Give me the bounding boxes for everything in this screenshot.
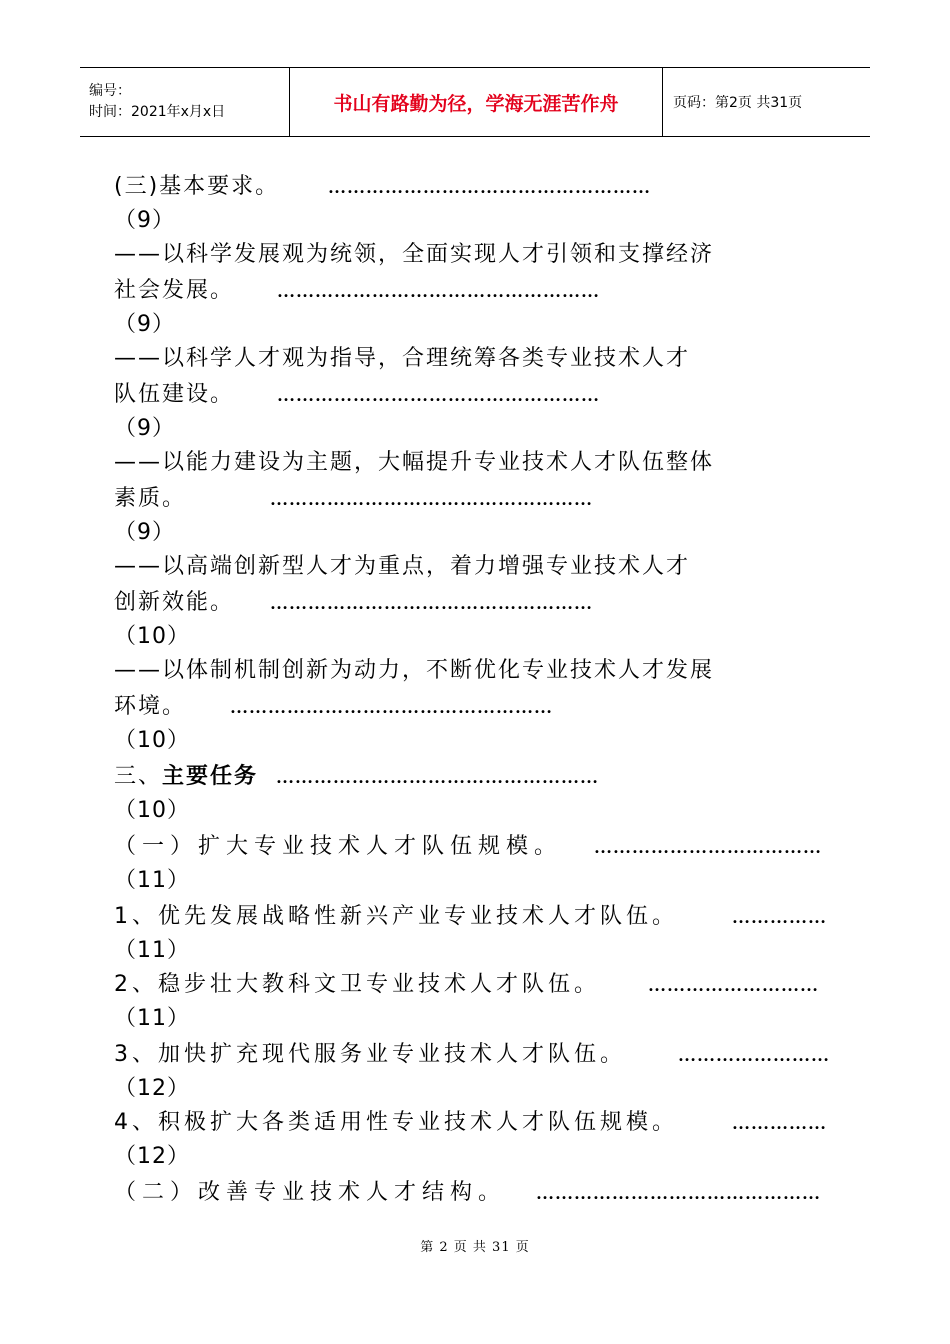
toc-entry-page: （9） xyxy=(114,312,175,337)
toc-entry-title[interactable]: ——以体制机制创新为动力，不断优化专业技术人才发展 xyxy=(114,658,715,683)
toc-leader: …………………………………………… xyxy=(270,593,593,613)
toc-entry[interactable] xyxy=(114,1040,834,1070)
toc-entry[interactable] xyxy=(114,970,834,1000)
header-page-info: 页码：第2页 共31页 xyxy=(673,95,803,111)
toc-entry-page: （9） xyxy=(114,416,175,441)
toc-leader: ……………………………… xyxy=(594,837,822,857)
toc-entry-page: （10） xyxy=(114,798,190,823)
header-page-info-cell xyxy=(663,68,870,136)
toc-entry[interactable] xyxy=(114,172,834,202)
toc-entry-page: （12） xyxy=(114,1076,190,1101)
toc-section-entry[interactable] xyxy=(114,762,834,792)
toc-entry-page: （11） xyxy=(114,938,190,963)
toc-leader: …………… xyxy=(732,1113,827,1133)
toc-entry-title: 3、加快扩充现代服务业专业技术人才队伍。 xyxy=(114,1042,626,1067)
toc-entry-page: （11） xyxy=(114,868,190,893)
toc-entry-title-cont: 社会发展。 xyxy=(114,278,235,303)
toc-entry-page: （10） xyxy=(114,728,190,753)
toc-entry[interactable] xyxy=(114,276,834,306)
toc-entry-title[interactable]: ——以高端创新型人才为重点，着力增强专业技术人才 xyxy=(114,554,691,579)
toc-entry-title[interactable]: ——以能力建设为主题，大幅提升专业技术人才队伍整体 xyxy=(114,450,715,475)
toc-entry-title-cont: 创新效能。 xyxy=(114,590,235,615)
toc-entry-page: （9） xyxy=(114,520,175,545)
toc-leader: …………………… xyxy=(678,1045,830,1065)
toc-entry[interactable] xyxy=(114,588,834,618)
toc-entry-title: 4、积极扩大各类适用性专业技术人才队伍规模。 xyxy=(114,1110,678,1135)
toc-leader: …………………………………………… xyxy=(230,697,553,717)
toc-entry-page: （12） xyxy=(114,1144,190,1169)
document-code-label: 编号： xyxy=(89,83,131,99)
header-motto-cell xyxy=(290,68,663,136)
toc-leader: …………… xyxy=(732,907,827,927)
toc-leader: ……………………………………… xyxy=(536,1183,821,1203)
toc-entry-title[interactable]: ——以科学发展观为统领，全面实现人才引领和支撑经济 xyxy=(114,242,715,267)
toc-entry-title-cont: 素质。 xyxy=(114,486,187,511)
header-motto: 书山有路勤为径，学海无涯苦作舟 xyxy=(333,92,619,115)
toc-entry[interactable] xyxy=(114,692,834,722)
header-meta xyxy=(80,68,290,136)
toc-entry-title: 1、优先发展战略性新兴产业专业技术人才队伍。 xyxy=(114,904,678,929)
toc-entry[interactable] xyxy=(114,832,834,862)
page-header xyxy=(80,67,870,137)
toc-section-title xyxy=(114,762,258,792)
toc-entry[interactable] xyxy=(114,1108,834,1138)
toc-entry-title[interactable]: ——以科学人才观为指导，合理统筹各类专业技术人才 xyxy=(114,346,691,371)
toc-leader: ……………………… xyxy=(648,975,819,995)
toc-section-heading: 主要任务 xyxy=(162,764,259,789)
toc-entry-page: （9） xyxy=(114,208,175,233)
toc-leader: …………………………………………… xyxy=(270,489,593,509)
toc-entry-title: (三)基本要求。 xyxy=(114,174,280,199)
page-footer: 第 2 页 共 31 页 xyxy=(420,1240,530,1255)
toc-entry-title: （一）扩大专业技术人才队伍规模。 xyxy=(114,834,563,859)
toc-section-number: 三、 xyxy=(114,764,163,789)
toc-entry-title-cont: 队伍建设。 xyxy=(114,382,235,407)
toc-entry[interactable] xyxy=(114,380,834,410)
toc-entry[interactable] xyxy=(114,1178,834,1208)
toc-entry[interactable] xyxy=(114,902,834,932)
toc-entry-page: （11） xyxy=(114,1006,190,1031)
toc-entry[interactable] xyxy=(114,484,834,514)
toc-leader: …………………………………………… xyxy=(277,281,600,301)
toc-leader: …………………………………………… xyxy=(276,767,599,787)
toc-entry-page: （10） xyxy=(114,624,190,649)
toc-entry-title: 2、稳步壮大教科文卫专业技术人才队伍。 xyxy=(114,972,600,997)
document-time-label: 时间：2021年x月x日 xyxy=(89,104,226,120)
toc-leader: …………………………………………… xyxy=(277,385,600,405)
toc-entry-title: （二）改善专业技术人才结构。 xyxy=(114,1180,507,1205)
toc-leader: …………………………………………… xyxy=(328,177,651,197)
toc-entry-title-cont: 环境。 xyxy=(114,694,187,719)
